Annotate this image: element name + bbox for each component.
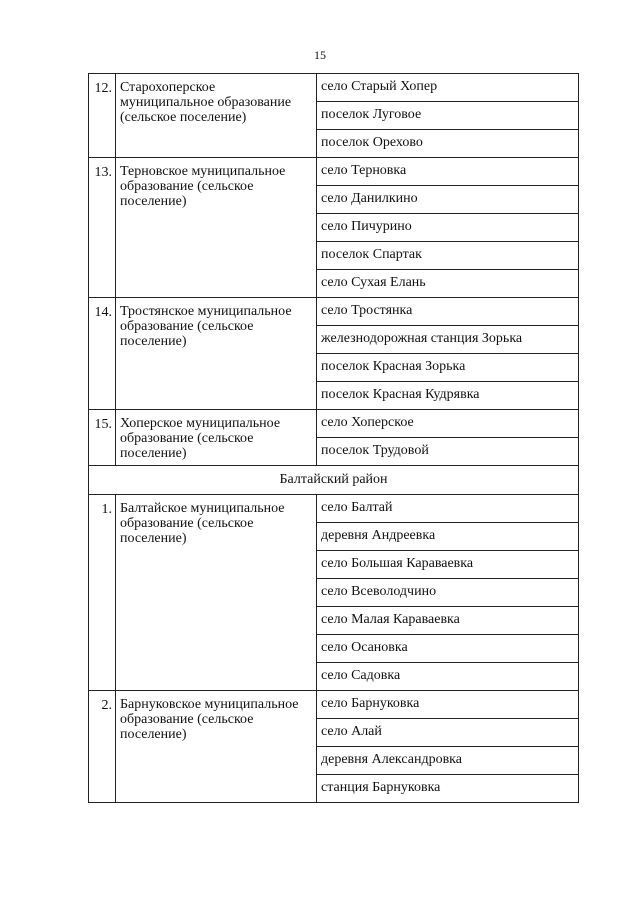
row-number: 12. — [89, 74, 116, 158]
settlement-name: село Осановка — [317, 635, 579, 663]
settlement-name: село Всеволодчино — [317, 579, 579, 607]
settlement-name: поселок Трудовой — [317, 438, 579, 466]
settlement-name: село Алай — [317, 719, 579, 747]
settlement-name: село Балтай — [317, 495, 579, 523]
row-number: 1. — [89, 495, 116, 691]
settlement-name: село Хоперское — [317, 410, 579, 438]
row-number: 2. — [89, 691, 116, 803]
settlement-name: село Терновка — [317, 158, 579, 186]
table-row — [89, 691, 579, 719]
settlements-table-body — [89, 74, 579, 803]
settlement-name: село Тростянка — [317, 298, 579, 326]
settlement-name: село Сухая Елань — [317, 270, 579, 298]
settlement-name: село Малая Караваевка — [317, 607, 579, 635]
settlement-name: станция Барнуковка — [317, 775, 579, 803]
settlement-name: железнодорожная станция Зорька — [317, 326, 579, 354]
row-number: 13. — [89, 158, 116, 298]
municipality-name: Балтайское муниципальное образование (сельское поселение) — [116, 495, 317, 691]
settlement-name: село Большая Караваевка — [317, 551, 579, 579]
row-number: 14. — [89, 298, 116, 410]
district-heading: Балтайский район — [89, 466, 579, 495]
settlement-name: село Садовка — [317, 663, 579, 691]
settlement-name: поселок Луговое — [317, 102, 579, 130]
settlement-name: село Барнуковка — [317, 691, 579, 719]
table-row — [89, 158, 579, 186]
settlement-name: поселок Красная Кудрявка — [317, 382, 579, 410]
settlement-name: село Данилкино — [317, 186, 579, 214]
municipality-name: Терновское муниципальное образование (сельское поселение) — [116, 158, 317, 298]
settlements-table — [88, 73, 579, 803]
settlement-name: село Старый Хопер — [317, 74, 579, 102]
page-number: 15 — [314, 48, 326, 62]
district-row — [89, 466, 579, 495]
municipality-name: Тростянское муниципальное образование (сельское поселение) — [116, 298, 317, 410]
municipality-name: Старохоперское муниципальное образование (сельское поселение) — [116, 74, 317, 158]
settlement-name: село Пичурино — [317, 214, 579, 242]
table-row — [89, 495, 579, 523]
municipality-name: Барнуковское муниципальное образование (сельское поселение) — [116, 691, 317, 803]
settlement-name: деревня Александровка — [317, 747, 579, 775]
settlement-name: деревня Андреевка — [317, 523, 579, 551]
settlement-name: поселок Красная Зорька — [317, 354, 579, 382]
table-row — [89, 74, 579, 102]
table-row — [89, 298, 579, 326]
row-number: 15. — [89, 410, 116, 466]
table-row — [89, 410, 579, 438]
municipality-name: Хоперское муниципальное образование (сельское поселение) — [116, 410, 317, 466]
settlement-name: поселок Спартак — [317, 242, 579, 270]
settlement-name: поселок Орехово — [317, 130, 579, 158]
